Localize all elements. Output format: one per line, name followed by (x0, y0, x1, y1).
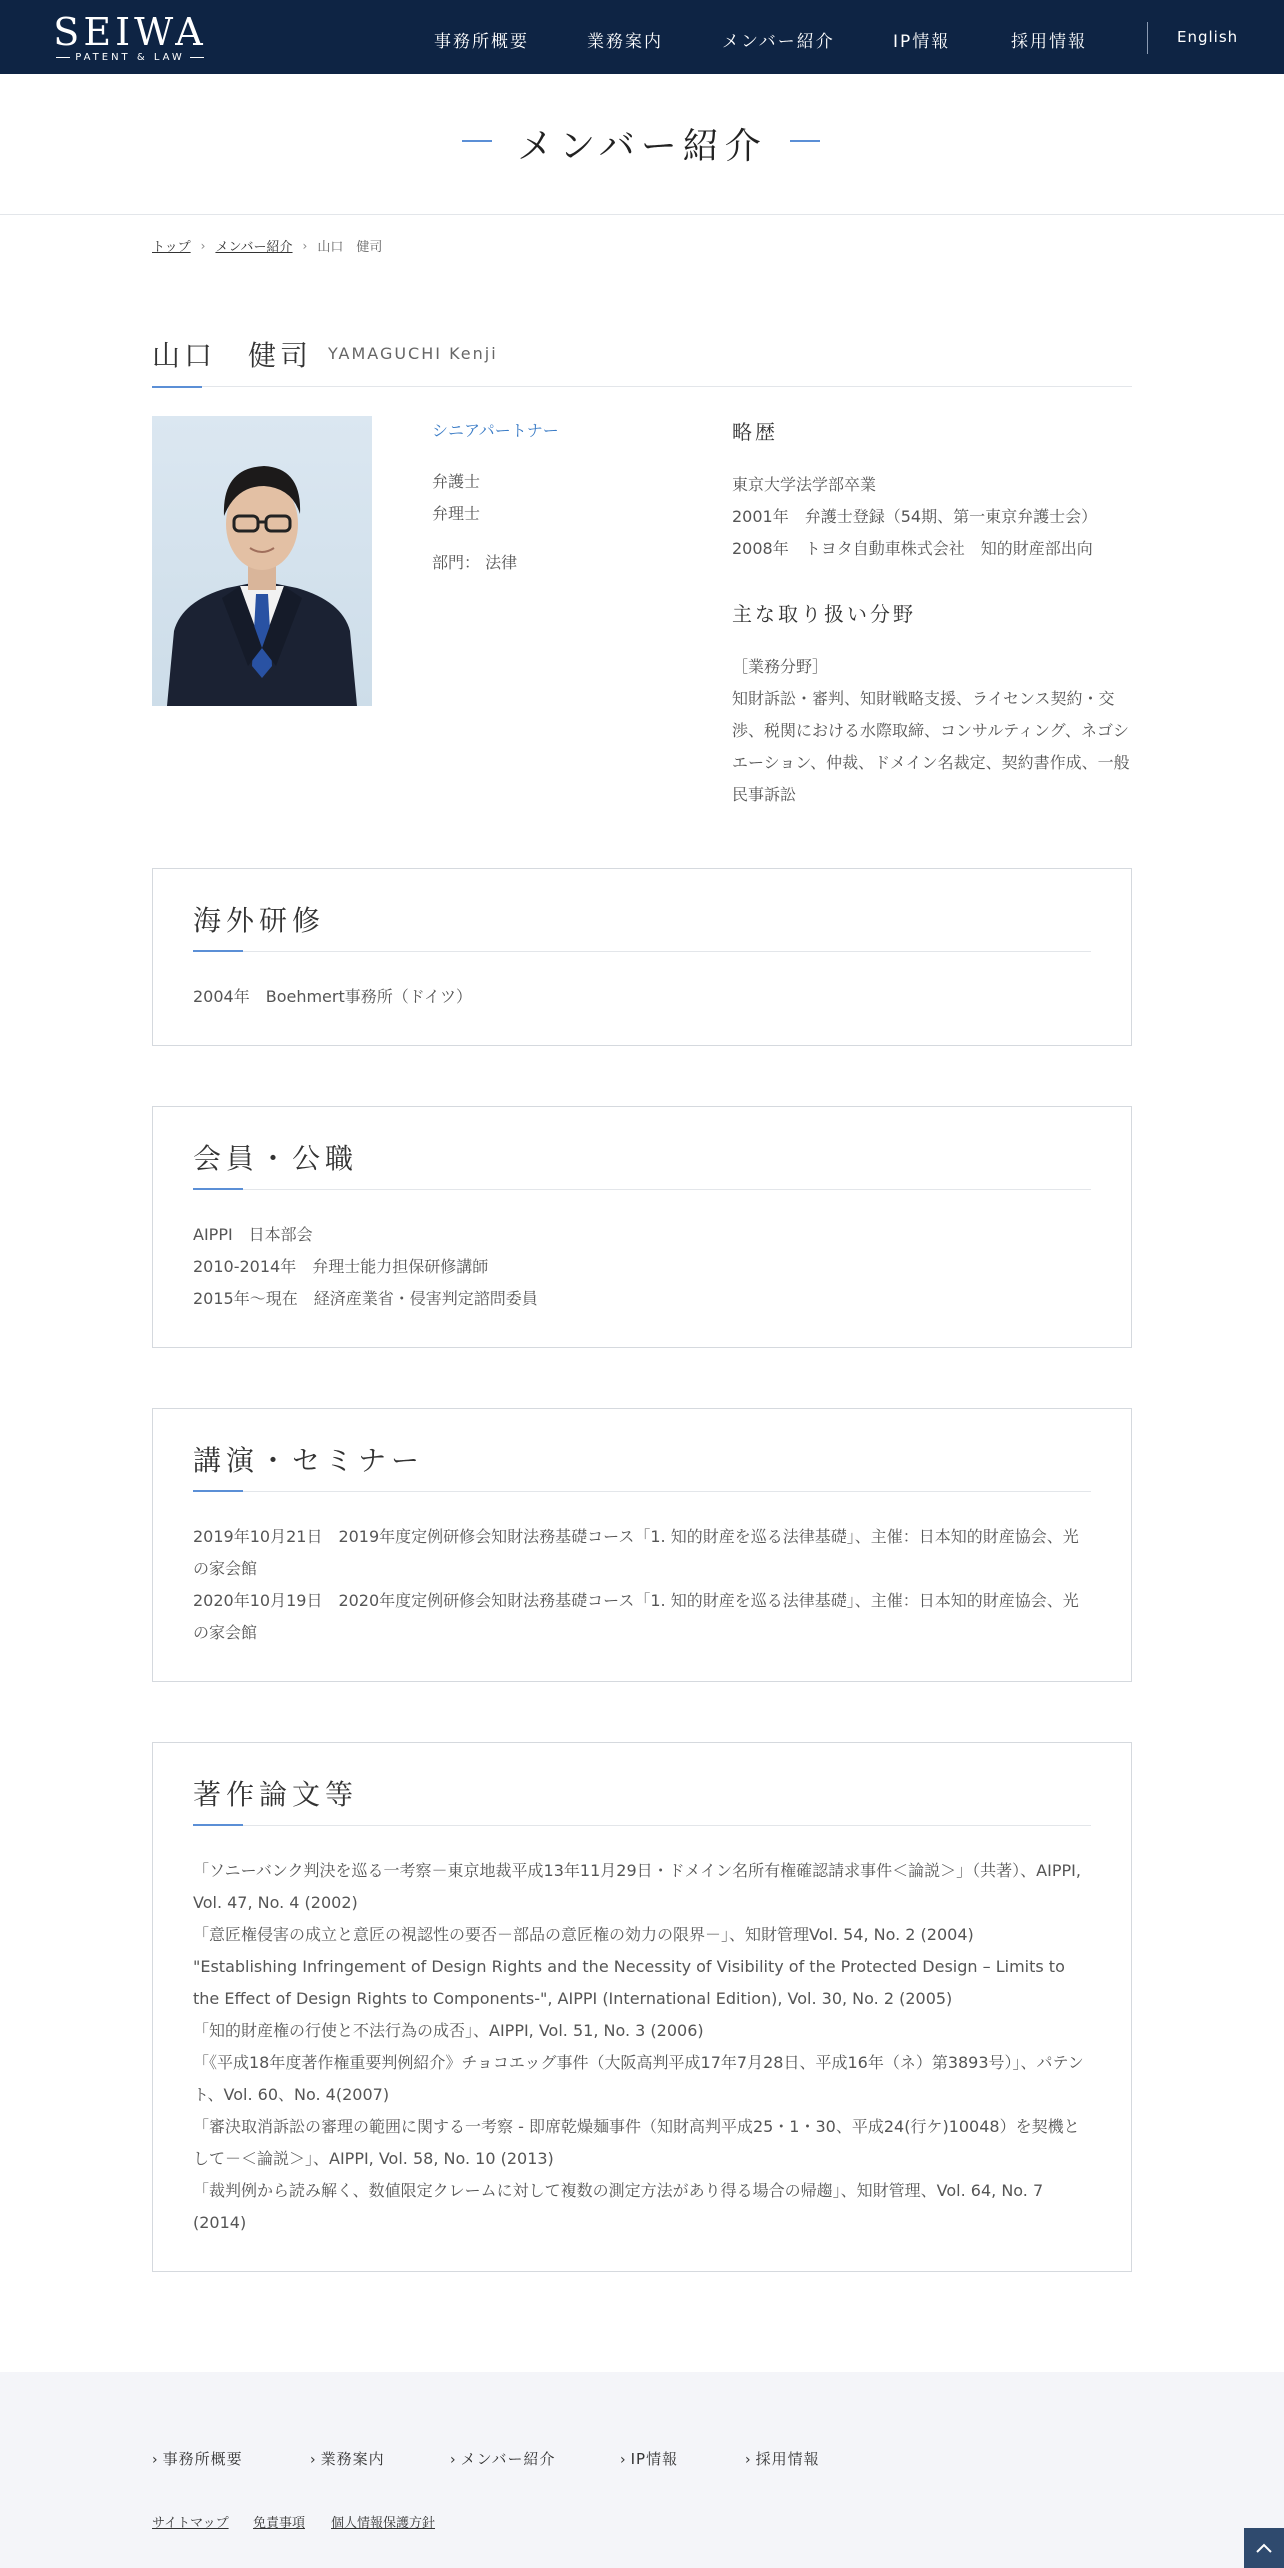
chevron-right-icon: › (450, 2452, 457, 2468)
heading-accent (152, 386, 202, 388)
footer-nav-label: メンバー紹介 (460, 2450, 556, 2468)
breadcrumb-home[interactable]: トップ (152, 240, 191, 255)
section-rule (193, 951, 1091, 952)
breadcrumb (152, 236, 382, 255)
site-footer (0, 2372, 1284, 2568)
seminars-box (152, 1408, 1132, 1682)
list-item: 「ソニーバンク判決を巡る一考察－東京地裁平成13年11月29日・ドメイン名所有権確認請求事件＜論説＞」（共著）、AIPPI, Vol. 47, No. 4 (2002) (193, 1861, 1081, 1912)
portrait-image (152, 416, 372, 706)
footer-link-disclaimer[interactable]: 免責事項 (253, 2516, 306, 2531)
qualification-item: 弁理士 (432, 504, 481, 523)
list-item: 「審決取消訴訟の審理の範囲に関する一考察 - 即席乾燥麺事件（知財高判平成25・1・30、平成24(行ケ)10048）を契機として－＜論説＞」、AIPPI, Vol. 58, No. 10 (2013) (193, 2117, 1080, 2168)
member-name-heading (152, 330, 1132, 387)
nav-recruit[interactable]: 採用情報 (1011, 32, 1087, 52)
practice-areas-label: ［業務分野］ (732, 657, 829, 676)
publications-box (152, 1742, 1132, 2272)
nav-ip-info[interactable]: IP情報 (893, 32, 951, 52)
bio-heading: 略歴 (732, 420, 778, 444)
list-item: 2015年〜現在 経済産業省・侵害判定諮問委員 (193, 1289, 538, 1308)
nav-divider (1147, 22, 1148, 54)
footer-nav-label: 業務案内 (320, 2450, 385, 2468)
title-dash-right (790, 140, 820, 142)
member-role: シニアパートナー (432, 421, 559, 440)
section-accent (193, 1824, 243, 1826)
section-accent (193, 1188, 243, 1190)
section-rule (193, 1491, 1091, 1492)
chevron-right-icon: › (620, 2452, 627, 2468)
bio-section (732, 416, 1132, 565)
member-qualifications (432, 466, 480, 530)
list-item: 「《平成18年度著作権重要判例紹介》チョコエッグ事件（大阪高判平成17年7月28日、平成16年（ネ）第3893号）」、パテント、Vol. 60、No. 4(2007) (193, 2053, 1084, 2104)
chevron-up-icon (1255, 2542, 1273, 2554)
footer-nav-label: 採用情報 (755, 2450, 820, 2468)
title-band (0, 74, 1284, 215)
footer-nav-members[interactable] (450, 2448, 556, 2469)
section-title: 講演・セミナー (193, 1444, 425, 1477)
member-department: 部門： 法律 (432, 553, 518, 572)
list-item: "Establishing Infringement of Design Rights and the Necessity of Visibility of the Protected Design – Limits to the Effect of Design Rights to Components-", AIPPI (International Edition), Vol. 30, No. 2 (2005) (193, 1957, 1065, 2008)
list-item: AIPPI 日本部会 (193, 1225, 313, 1244)
nav-services[interactable]: 業務案内 (587, 32, 663, 52)
footer-nav-services[interactable] (310, 2448, 385, 2469)
footer-nav-ip-info[interactable] (620, 2448, 678, 2469)
footer-link-privacy[interactable]: 個人情報保護方針 (331, 2516, 436, 2531)
member-photo (152, 416, 372, 706)
practice-areas-heading: 主な取り扱い分野 (732, 602, 916, 626)
section-title: 著作論文等 (193, 1778, 359, 1811)
section-rule (193, 1825, 1091, 1826)
list-item: 「意匠権侵害の成立と意匠の視認性の要否－部品の意匠権の効力の限界－」、知財管理Vol. 54, No. 2 (2004) (193, 1925, 974, 1944)
nav-office-overview[interactable]: 事務所概要 (434, 32, 529, 52)
member-name-jp: 山口 健司 (152, 339, 313, 372)
list-item: 2019年10月21日 2019年度定例研修会知財法務基礎コース「1. 知的財産を巡る法律基礎」、主催：日本知的財産協会、光の家会館 (193, 1527, 1079, 1578)
back-to-top-button[interactable] (1244, 2528, 1284, 2568)
nav-members[interactable]: メンバー紹介 (722, 32, 835, 52)
footer-nav-office-overview[interactable] (152, 2448, 243, 2469)
overseas-training-box (152, 868, 1132, 1046)
list-item: 2020年10月19日 2020年度定例研修会知財法務基礎コース「1. 知的財産を巡る法律基礎」、主催：日本知的財産協会、光の家会館 (193, 1591, 1079, 1642)
footer-nav-label: 事務所概要 (162, 2450, 243, 2468)
breadcrumb-members[interactable]: メンバー紹介 (215, 240, 293, 255)
list-item: 2010-2014年 弁理士能力担保研修講師 (193, 1257, 489, 1276)
chevron-right-icon: › (745, 2452, 752, 2468)
logo-tagline: PATENT & LAW (48, 52, 212, 64)
chevron-right-icon: › (152, 2452, 159, 2468)
language-switch[interactable]: English (1177, 28, 1239, 46)
bio-item: 東京大学法学部卒業 (732, 475, 877, 494)
footer-nav-label: IP情報 (630, 2450, 679, 2468)
breadcrumb-current: 山口 健司 (317, 240, 383, 255)
chevron-right-icon: › (302, 238, 308, 253)
section-rule (193, 1189, 1091, 1190)
page-title: メンバー紹介 (517, 126, 767, 167)
section-accent (193, 1490, 243, 1492)
logo-brand: SEIWA (53, 10, 207, 54)
footer-nav-recruit[interactable] (745, 2448, 820, 2469)
practice-areas-section (732, 598, 1132, 811)
logo[interactable] (48, 12, 218, 64)
practice-areas-text: 知財訴訟・審判、知財戦略支援、ライセンス契約・交渉、税関における水際取締、コンサルティング、ネゴシエーション、仲裁、ドメイン名裁定、契約書作成、一般民事訴訟 (732, 689, 1130, 804)
chevron-right-icon: › (200, 238, 206, 253)
footer-link-sitemap[interactable]: サイトマップ (152, 2516, 229, 2531)
chevron-right-icon: › (310, 2452, 317, 2468)
member-name-en: YAMAGUCHI Kenji (328, 344, 498, 363)
membership-box (152, 1106, 1132, 1348)
section-title: 海外研修 (193, 904, 326, 937)
bio-item: 2001年 弁護士登録（54期、第一東京弁護士会） (732, 507, 1098, 526)
list-item: 2004年 Boehmert事務所（ドイツ） (193, 987, 472, 1006)
bio-item: 2008年 トヨタ自動車株式会社 知的財産部出向 (732, 539, 1093, 558)
site-header (0, 0, 1284, 74)
list-item: 「知的財産権の行使と不法行為の成否」、AIPPI, Vol. 51, No. 3 (2006) (193, 2021, 704, 2040)
section-accent (193, 950, 243, 952)
section-title: 会員・公職 (193, 1142, 359, 1175)
list-item: 「裁判例から読み解く、数値限定クレームに対して複数の測定方法があり得る場合の帰趨」、知財管理、Vol. 64, No. 7 (2014) (193, 2181, 1044, 2232)
qualification-item: 弁護士 (432, 472, 481, 491)
